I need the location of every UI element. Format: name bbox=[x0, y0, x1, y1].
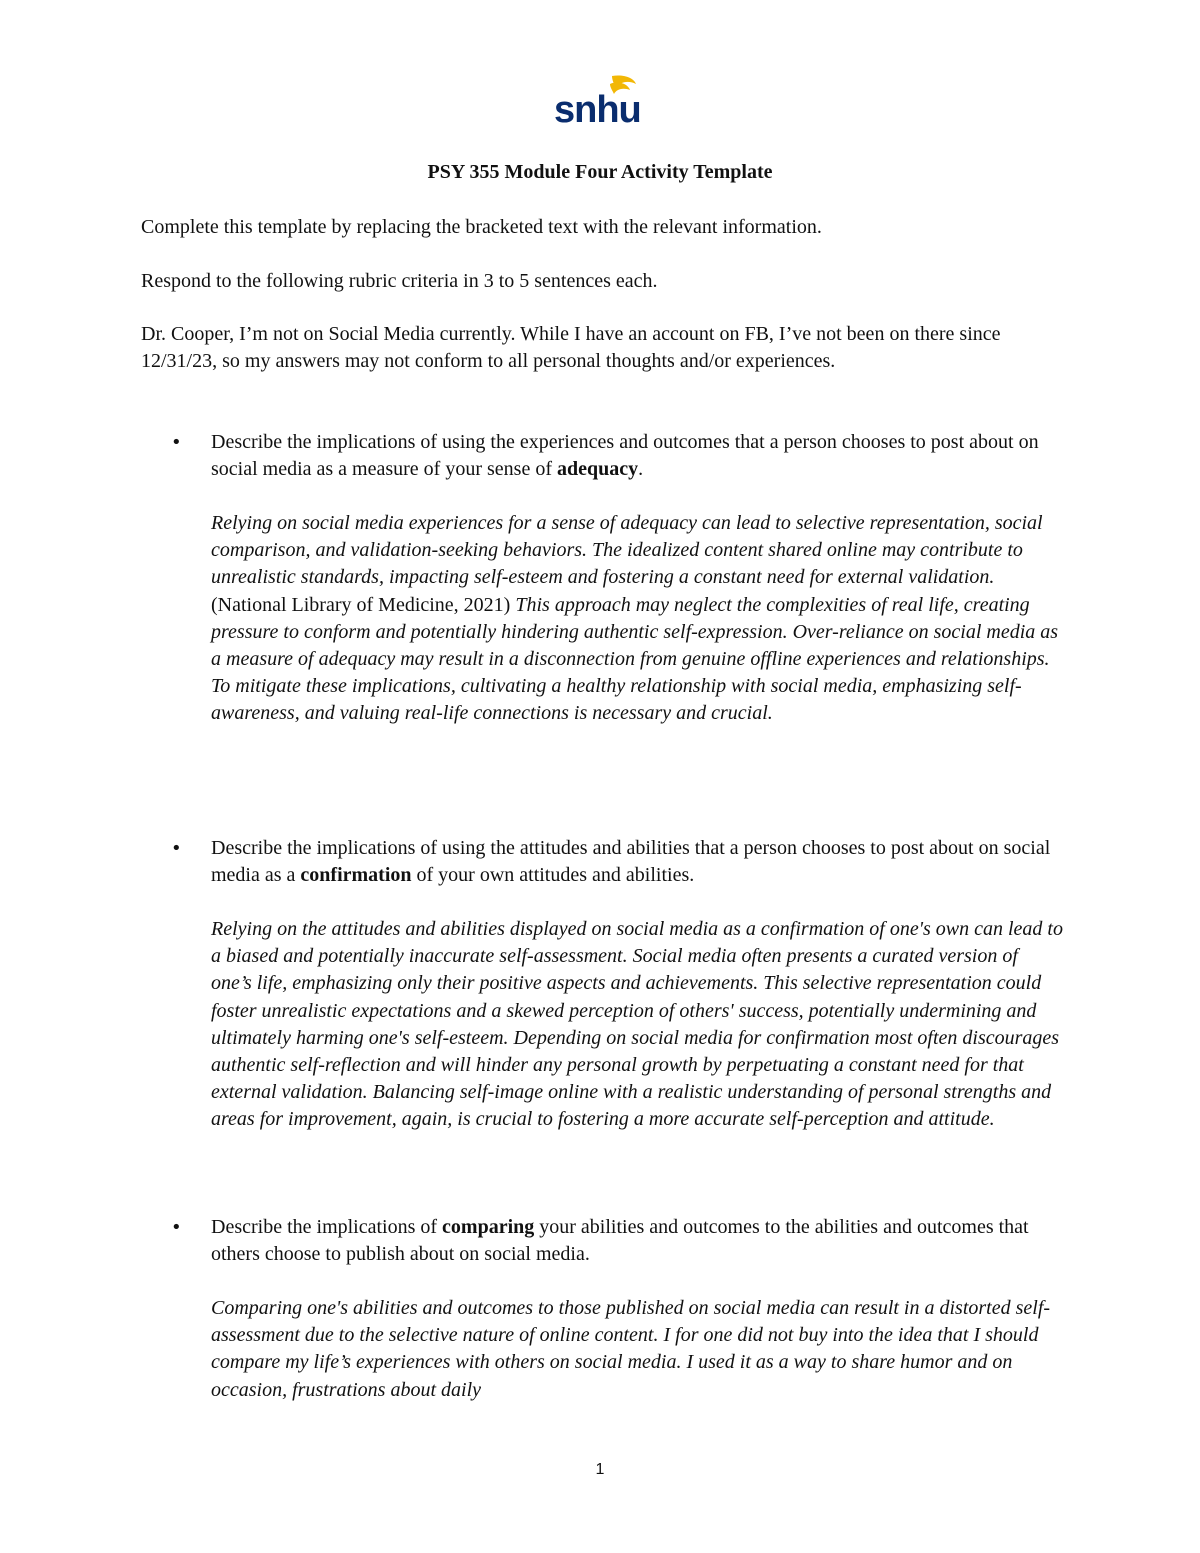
citation: (National Library of Medicine, 2021) bbox=[211, 593, 511, 616]
answer-adequacy: Relying on social media experiences for a sense of adequacy can lead to selective representation, social comparison, and validation-seeking behaviors. The idealized content shared online may contribute to unrealistic standards, impacting self-esteem and fostering a constant need for external validation. (National Library of Medicine, 2021) This approach may neglect the complexities of real life, creating pressure to conform and potentially hindering authentic self-expression. Over-reliance on social media as a measure of adequacy may result in a disconnection from genuine offline experiences and relationships. To mitigate these implications, cultivating a healthy relationship with social media, emphasizing self-awareness, and valuing real-life connections is necessary and crucial. bbox=[211, 512, 1059, 725]
prompt-comparing: Describe the implications of comparing your abilities and outcomes to the abilities and outcomes that others choose to publish about on social media. bbox=[211, 1216, 1029, 1266]
document-title: PSY 355 Module Four Activity Template bbox=[427, 161, 773, 183]
keyword-confirmation: confirmation bbox=[300, 864, 412, 887]
instruction-respond: Respond to the following rubric criteria in 3 to 5 sentences each. bbox=[141, 270, 658, 292]
answer-confirmation: Relying on the attitudes and abilities displayed on social media as a confirmation of one's own can lead to a biased and potentially inaccurate self-assessment. Social media often presents a curated version of one’s life, emphasizing only their positive aspects and achievements. This selective representation could foster unrealistic expectations and a skewed perception of others' success, potentially undermining and ultimately harming one's self-esteem. Depending on social media for confirmation most often discourages authentic self-reflection and will hinder any personal growth by perpetuating a constant need for that external validation. Balancing self-image online with a realistic understanding of personal strengths and areas for improvement, again, is crucial to fostering a more accurate self-perception and attitude. bbox=[211, 918, 1063, 1131]
bullet-marker: • bbox=[171, 432, 182, 453]
prompt-confirmation: Describe the implications of using the attitudes and abilities that a person chooses to post about on social media as a confirmation of your own attitudes and abilities. bbox=[211, 837, 1051, 887]
page-number: 1 bbox=[595, 1461, 605, 1478]
logo-wordmark: snhu bbox=[554, 89, 641, 131]
bullet-marker: • bbox=[171, 1217, 182, 1238]
keyword-comparing: comparing bbox=[442, 1216, 535, 1238]
prompt-adequacy: Describe the implications of using the experiences and outcomes that a person chooses to post about on social media as a measure of your sense of adequacy. bbox=[211, 431, 1039, 481]
answer-comparing: Comparing one's abilities and outcomes to those published on social media can result in a distorted self-assessment due to the selective nature of online content. I for one did not buy into the idea that I should compare my life’s experiences with others on social media. I used it as a way to share humor and on occasion, frustrations about daily bbox=[211, 1297, 1051, 1401]
bullet-marker: • bbox=[171, 838, 182, 859]
snhu-logo bbox=[554, 74, 640, 132]
personal-note: Dr. Cooper, I’m not on Social Media currently. While I have an account on FB, I’ve not been on there since 12/31/23, so my answers may not conform to all personal thoughts and/or experiences. bbox=[141, 323, 1001, 373]
keyword-adequacy: adequacy bbox=[557, 458, 639, 481]
instruction-complete: Complete this template by replacing the bracketed text with the relevant information. bbox=[141, 216, 822, 238]
